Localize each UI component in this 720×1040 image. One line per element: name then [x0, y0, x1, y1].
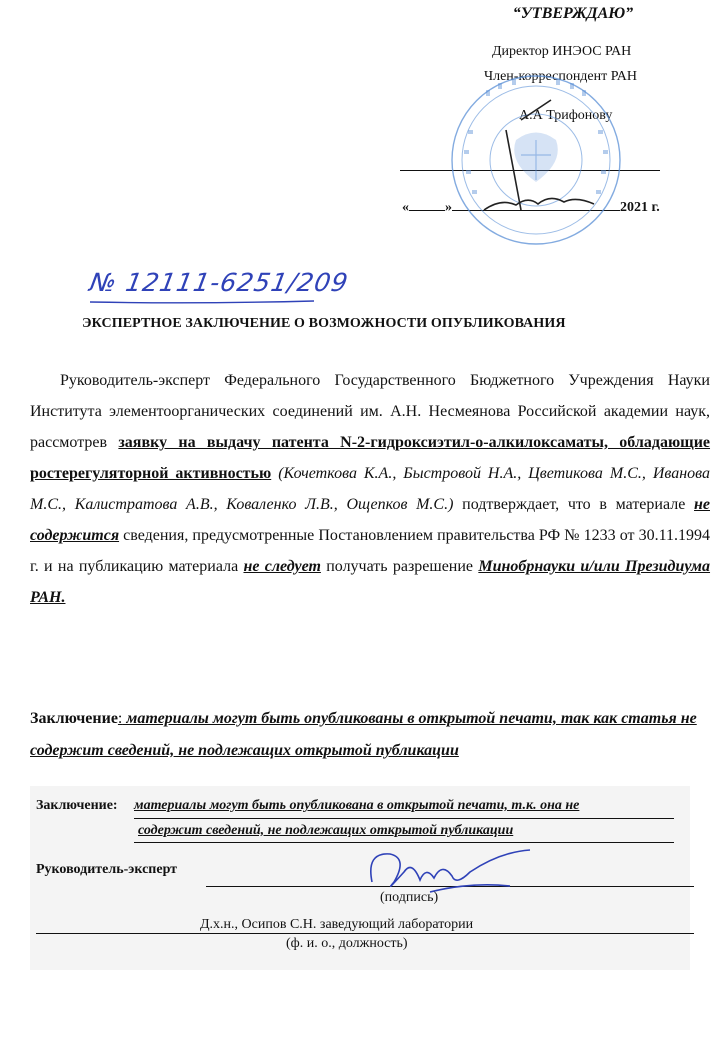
authors-text: (Кочеткова К.А., Быстровой Н.А., Цветикова М.С., Иванова М.С., Калистратова А.В., Коваленко Л.В., Ощепков М.С.) — [30, 465, 711, 513]
intro-text: Руководитель-эксперт Федерального Государственного Бюджетного Учреждения Науки Института элементоорганических соединений им. А.Н. Несмеянова Российской академии наук, рассмотрев — [30, 372, 710, 451]
expert-name: Д.х.н., Осипов С.Н. заведующий лаборатории — [200, 917, 474, 932]
director-position: Директор ИНЭОС РАН — [492, 44, 632, 59]
scanned-conclusion-block — [30, 786, 690, 970]
scanned-conclusion-label: Заключение: — [36, 798, 118, 813]
director-name: А.А Трифонову — [519, 108, 613, 123]
approval-title: “УТВЕРЖДАЮ” — [512, 5, 634, 22]
conclusion-label: Заключение — [30, 710, 118, 727]
expert-label: Руководитель-эксперт — [36, 862, 178, 877]
expert-name-line — [36, 933, 694, 934]
conclusion-text: материалы могут быть опубликованы в открытой печати, так как статья не содержит сведений, не подлежащих открытой публикации — [30, 710, 697, 759]
name-caption: (ф. и. о., должность) — [286, 936, 408, 951]
conclusion-paragraph — [30, 703, 710, 767]
document-number-underline — [88, 300, 318, 304]
document-number: № 12111-6251/209 — [87, 268, 351, 297]
scanned-conclusion-line2: содержит сведений, не подлежащих открытой публикации — [138, 823, 514, 838]
expert-conclusion-body — [30, 365, 710, 613]
not-contains-text: не содержится — [30, 496, 710, 544]
date-year: 2021 г. — [620, 200, 660, 215]
scanned-rule-1 — [134, 818, 674, 819]
date-day-blank — [409, 196, 445, 211]
not-needed-text: не следует — [243, 558, 321, 575]
scanned-conclusion-line1: материалы могут быть опубликована в открытой печати, т.к. она не — [134, 798, 580, 813]
document-title: ЭКСПЕРТНОЕ ЗАКЛЮЧЕНИЕ О ВОЗМОЖНОСТИ ОПУБЛИКОВАНИЯ — [82, 316, 566, 331]
director-rank: Член-корреспондент РАН — [484, 69, 637, 84]
permission-text: получать разрешение — [326, 558, 474, 575]
signature-caption: (подпись) — [380, 890, 439, 905]
confirms-text: подтверждает, что в материале — [462, 496, 686, 513]
date-close-quote: » — [445, 200, 452, 215]
subject-text: заявку на выдачу патента N-2-гидроксиэтил-о-алкилоксаматы, обладающие ростерегуляторной активностью — [30, 434, 711, 482]
conclusion-colon: : — [117, 710, 123, 727]
official-seal-stamp — [446, 70, 626, 250]
date-open-quote: « — [402, 200, 409, 215]
provisions-text: сведения, предусмотренные Постановлением правительства РФ № 1233 от 30.11.1994 г. и на публикацию материала — [30, 527, 710, 575]
ministry-text: Минобрнауки и/или Президиума РАН. — [30, 558, 711, 606]
